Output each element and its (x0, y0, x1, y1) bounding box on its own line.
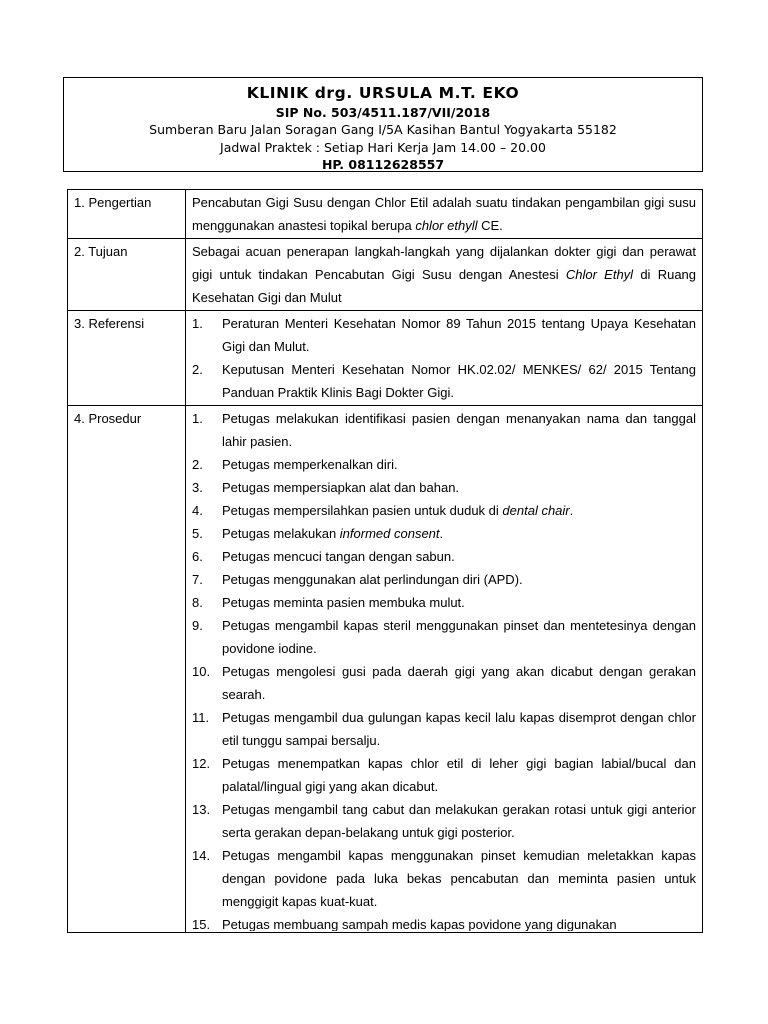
item-text: Peraturan Menteri Kesehatan Nomor 89 Tahun 2015 tentang Upaya Kesehatan Gigi dan Mulut. (222, 316, 696, 354)
label-tujuan: 2. Tujuan (68, 239, 186, 311)
item-number: 3. (192, 480, 203, 495)
item-text: Petugas meminta pasien membuka mulut. (222, 595, 465, 610)
item-text-b: . (569, 503, 574, 518)
item-term: dental chair (502, 503, 570, 518)
item-text-a: Petugas melakukan (222, 526, 340, 541)
item-number: 1. (192, 316, 203, 331)
item-text: Petugas mengambil tang cabut dan melakukan gerakan rotasi untuk gigi anterior serta gerakan depan-belakang untuk gigi posterior. (222, 802, 696, 840)
row-referensi (68, 311, 703, 406)
list-item (192, 706, 696, 752)
label-prosedur: 4. Prosedur (68, 406, 186, 933)
tujuan-text-a: Sebagai acuan penerapan langkah-langkah yang dijalankan dokter gigi dan perawat gigi untuk tindakan Pencabutan Gigi Susu dengan Anestesi (192, 244, 696, 282)
item-number: 11. (192, 710, 210, 725)
item-number: 15. (192, 917, 211, 931)
pengertian-text-a: Pencabutan Gigi Susu dengan Chlor Etil adalah suatu tindakan pengambilan gigi susu menggunakan anastesi topikal berupa (192, 195, 696, 233)
tujuan-term: Chlor Ethyl (565, 267, 634, 282)
item-number: 9. (192, 618, 203, 633)
item-text: Petugas mempersiapkan alat dan bahan. (222, 480, 460, 495)
item-text (222, 522, 696, 545)
item-number: 12. (192, 756, 211, 771)
item-number: 1. (192, 411, 203, 426)
list-item (192, 312, 696, 358)
prosedur-list (186, 406, 703, 933)
item-text: Petugas menempatkan kapas chlor etil di leher gigi bagian labial/bucal dan palatal/lingual gigi yang akan dicabut. (222, 756, 696, 794)
clinic-address: Sumberan Baru Jalan Soragan Gang I/5A Kasihan Bantul Yogyakarta 55182 (149, 122, 617, 137)
list-item (192, 913, 696, 931)
pengertian-text-b: CE. (477, 218, 503, 233)
sop-table (67, 189, 703, 933)
list-item (192, 358, 696, 404)
list-item (192, 499, 696, 522)
label-pengertian: 1. Pengertian (68, 190, 186, 239)
clinic-name: KLINIK drg. URSULA M.T. EKO (246, 84, 520, 102)
item-number: 10. (192, 664, 211, 679)
pengertian-term: chlor ethyll (415, 218, 478, 233)
item-number: 13. (192, 802, 211, 817)
row-prosedur (68, 406, 703, 933)
list-item (192, 844, 696, 913)
row-tujuan (68, 239, 703, 311)
list-item (192, 660, 696, 706)
item-text-a: Petugas mempersilahkan pasien untuk duduk di (222, 503, 503, 518)
item-text: Petugas mengambil kapas steril menggunakan pinset dan mentetesinya dengan povidone iodine. (222, 618, 696, 656)
list-item (192, 522, 696, 545)
item-text: Petugas melakukan identifikasi pasien dengan menanyakan nama dan tanggal lahir pasien. (222, 411, 696, 449)
item-number: 8. (192, 595, 203, 610)
item-text: Keputusan Menteri Kesehatan Nomor HK.02.02/ MENKES/ 62/ 2015 Tentang Panduan Praktik Klinis Bagi Dokter Gigi. (222, 362, 696, 400)
tujuan-text-b: di Ruang Kesehatan Gigi dan Mulut (192, 267, 697, 305)
row-pengertian (68, 190, 703, 239)
list-item (192, 752, 696, 798)
list-item (192, 476, 696, 499)
item-number: 7. (192, 572, 203, 587)
clinic-header (63, 77, 703, 172)
list-item (192, 545, 696, 568)
item-number: 2. (192, 457, 203, 472)
item-term: informed consent (339, 526, 440, 541)
item-number: 6. (192, 549, 203, 564)
practice-schedule: Jadwal Praktek : Setiap Hari Kerja Jam 14.00 – 20.00 (220, 139, 546, 155)
item-number: 14. (192, 848, 211, 863)
item-text: Petugas membuang sampah medis kapas povidone yang digunakan (222, 917, 617, 931)
item-text: Petugas mengolesi gusi pada daerah gigi yang akan dicabut dengan gerakan searah. (222, 664, 696, 702)
tujuan-text (186, 239, 703, 311)
item-number: 2. (192, 362, 203, 377)
label-referensi: 3. Referensi (68, 311, 186, 406)
item-text: Petugas menggunakan alat perlindungan diri (APD). (222, 572, 523, 587)
list-item (192, 407, 696, 453)
item-text: Petugas mengambil dua gulungan kapas kecil lalu kapas disemprot dengan chlor etil tunggu sampai bersalju. (222, 710, 696, 748)
item-text: Petugas mengambil kapas menggunakan pinset kemudian meletakkan kapas dengan povidone pada luka bekas pencabutan dan meminta pasien untuk menggigit kapas kuat-kuat. (222, 848, 696, 909)
list-item (192, 798, 696, 844)
referensi-list (186, 311, 703, 406)
item-text: Petugas memperkenalkan diri. (222, 457, 398, 472)
item-number: 4. (192, 503, 203, 518)
list-item (192, 568, 696, 591)
list-item (192, 591, 696, 614)
list-item (192, 614, 696, 660)
clinic-phone: HP. 08112628557 (321, 157, 445, 172)
sip-number: SIP No. 503/4511.187/VII/2018 (275, 105, 491, 120)
item-number: 5. (192, 526, 203, 541)
item-text: Petugas mencuci tangan dengan sabun. (222, 549, 455, 564)
pengertian-text (186, 190, 703, 239)
item-text (222, 499, 696, 522)
list-item (192, 453, 696, 476)
item-text-b: . (439, 526, 444, 541)
